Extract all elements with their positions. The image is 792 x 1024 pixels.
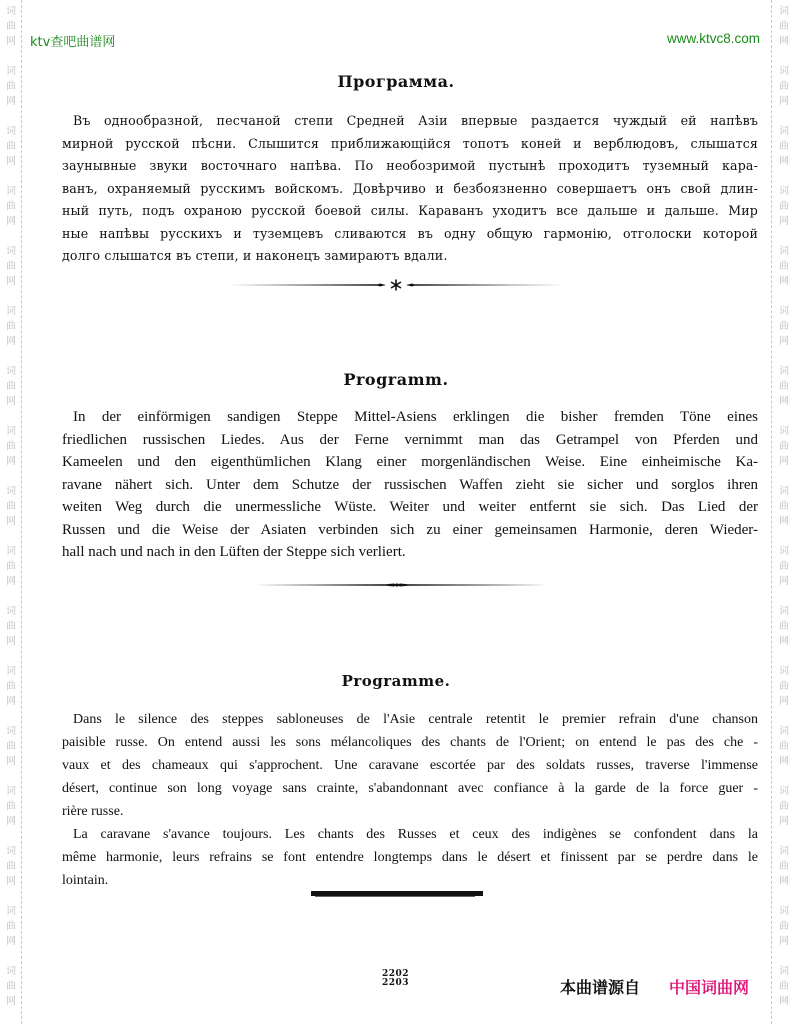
watermark-block bbox=[2, 900, 20, 960]
watermark-char: 网 bbox=[6, 996, 16, 1007]
russian-title: Программа. bbox=[337, 72, 455, 91]
ornamental-divider-star bbox=[228, 278, 564, 292]
watermark-block bbox=[2, 600, 20, 660]
text-line: vaux et des chameaux qui s'approchent. Une caravane escortée par des soldats russes, traverse l'immense bbox=[62, 758, 758, 773]
watermark-char: 词 bbox=[779, 726, 789, 737]
watermark-char: 网 bbox=[6, 636, 16, 647]
german-title: Programm. bbox=[343, 370, 449, 389]
watermark-char: 词 bbox=[6, 846, 16, 857]
watermark-char: 曲 bbox=[779, 321, 789, 332]
watermark-block bbox=[775, 0, 792, 60]
watermark-char: 网 bbox=[779, 756, 789, 767]
watermark-char: 曲 bbox=[779, 21, 789, 32]
watermark-char: 网 bbox=[779, 276, 789, 287]
watermark-block bbox=[2, 180, 20, 240]
watermark-char: 网 bbox=[779, 636, 789, 647]
watermark-char: 曲 bbox=[779, 441, 789, 452]
watermark-char: 网 bbox=[6, 156, 16, 167]
watermark-char: 网 bbox=[6, 696, 16, 707]
watermark-char: 曲 bbox=[779, 81, 789, 92]
german-paragraph bbox=[62, 406, 758, 564]
watermark-block bbox=[775, 540, 792, 600]
watermark-char: 曲 bbox=[6, 561, 16, 572]
watermark-block bbox=[2, 420, 20, 480]
watermark-char: 网 bbox=[6, 396, 16, 407]
watermark-char: 词 bbox=[6, 366, 16, 377]
watermark-char: 网 bbox=[6, 96, 16, 107]
watermark-char: 曲 bbox=[6, 21, 16, 32]
right-watermark-column bbox=[775, 0, 792, 1020]
watermark-char: 网 bbox=[779, 396, 789, 407]
watermark-char: 曲 bbox=[6, 621, 16, 632]
watermark-block bbox=[2, 300, 20, 360]
watermark-block bbox=[2, 360, 20, 420]
watermark-char: 词 bbox=[779, 666, 789, 677]
watermark-char: 词 bbox=[6, 726, 16, 737]
watermark-char: 网 bbox=[779, 456, 789, 467]
watermark-char: 曲 bbox=[6, 321, 16, 332]
watermark-char: 曲 bbox=[779, 801, 789, 812]
source-site-link[interactable]: 中国词曲网 bbox=[669, 978, 750, 997]
watermark-block bbox=[775, 720, 792, 780]
text-line: lointain. bbox=[62, 873, 109, 888]
watermark-char: 词 bbox=[779, 606, 789, 617]
watermark-block bbox=[2, 0, 20, 60]
watermark-block bbox=[775, 240, 792, 300]
watermark-char: 词 bbox=[6, 486, 16, 497]
watermark-char: 网 bbox=[779, 336, 789, 347]
watermark-block bbox=[775, 420, 792, 480]
watermark-block bbox=[2, 480, 20, 540]
watermark-char: 曲 bbox=[779, 381, 789, 392]
watermark-block bbox=[775, 780, 792, 840]
watermark-char: 词 bbox=[6, 606, 16, 617]
watermark-char: 网 bbox=[779, 36, 789, 47]
watermark-char: 曲 bbox=[6, 201, 16, 212]
watermark-block bbox=[2, 960, 20, 1020]
watermark-char: 词 bbox=[779, 426, 789, 437]
watermark-char: 网 bbox=[6, 216, 16, 227]
text-line: Въ однообразной, песчаной степи Средней Азіи впервые раздается чуждый ей напѣвъ bbox=[73, 113, 758, 128]
watermark-char: 曲 bbox=[779, 681, 789, 692]
watermark-char: 词 bbox=[779, 486, 789, 497]
watermark-char: 网 bbox=[779, 516, 789, 527]
ornamental-divider-line bbox=[246, 580, 548, 590]
text-line: paisible russe. On entend aussi les sons mélancoliques des chants de l'Orient; on entend le pas des che - bbox=[62, 735, 758, 750]
text-line: Kameelen und den eigenthümlichen Klang einer morgenländischen Weise. Eine einheimische Ka- bbox=[62, 454, 758, 470]
text-line: ный путь, подъ охраною русской боевой силы. Караванъ уходитъ все дальше и дальше. Мир bbox=[62, 203, 758, 218]
watermark-char: 词 bbox=[6, 66, 16, 77]
watermark-block bbox=[2, 120, 20, 180]
watermark-char: 曲 bbox=[779, 141, 789, 152]
watermark-char: 词 bbox=[779, 546, 789, 557]
watermark-char: 网 bbox=[6, 576, 16, 587]
watermark-char: 曲 bbox=[6, 381, 16, 392]
watermark-char: 网 bbox=[779, 96, 789, 107]
watermark-char: 网 bbox=[6, 36, 16, 47]
text-line: In der einförmigen sandigen Steppe Mittel-Asiens erklingen die bisher fremden Töne eines bbox=[73, 409, 758, 425]
watermark-char: 词 bbox=[6, 786, 16, 797]
text-line: désert, continue son long voyage sans crainte, s'abandonnant avec confiance à la garde de la force guer - bbox=[62, 781, 758, 796]
watermark-char: 曲 bbox=[779, 741, 789, 752]
left-margin-line bbox=[21, 0, 22, 1024]
watermark-char: 网 bbox=[779, 996, 789, 1007]
watermark-block bbox=[775, 480, 792, 540]
watermark-char: 网 bbox=[6, 276, 16, 287]
watermark-block bbox=[2, 240, 20, 300]
text-line: weiten Weg durch die unermessliche Wüste. Weiter und weiter entfernt sie sich. Das Lied der bbox=[62, 499, 758, 515]
watermark-char: 词 bbox=[6, 306, 16, 317]
watermark-char: 曲 bbox=[779, 501, 789, 512]
watermark-char: 词 bbox=[6, 426, 16, 437]
page-number: 2202 bbox=[382, 969, 410, 979]
watermark-block bbox=[775, 360, 792, 420]
watermark-char: 词 bbox=[779, 366, 789, 377]
watermark-block bbox=[2, 540, 20, 600]
right-margin-line bbox=[771, 0, 772, 1024]
text-line: заунывные звуки восточнаго напѣва. По необозримой пустынѣ проходитъ туземный кара- bbox=[62, 158, 758, 173]
watermark-char: 词 bbox=[779, 186, 789, 197]
watermark-char: 网 bbox=[6, 456, 16, 467]
watermark-char: 词 bbox=[6, 126, 16, 137]
watermark-char: 曲 bbox=[779, 981, 789, 992]
watermark-char: 曲 bbox=[779, 621, 789, 632]
text-line: hall nach und nach in den Lüften der Steppe sich verliert. bbox=[62, 544, 406, 560]
watermark-char: 词 bbox=[6, 906, 16, 917]
watermark-char: 曲 bbox=[6, 261, 16, 272]
watermark-char: 词 bbox=[6, 186, 16, 197]
text-line: friedlichen russischen Liedes. Aus der Ferne vernimmt man das Getrampel von Pferden und bbox=[62, 431, 758, 448]
french-paragraph-1 bbox=[62, 708, 758, 823]
watermark-char: 网 bbox=[779, 576, 789, 587]
watermark-char: 曲 bbox=[779, 261, 789, 272]
watermark-char: 词 bbox=[779, 6, 789, 17]
watermark-char: 词 bbox=[779, 246, 789, 257]
watermark-char: 网 bbox=[779, 816, 789, 827]
watermark-char: 曲 bbox=[6, 801, 16, 812]
header-site-url[interactable]: www.ktvc8.com bbox=[666, 31, 760, 46]
watermark-char: 曲 bbox=[6, 681, 16, 692]
watermark-char: 曲 bbox=[6, 81, 16, 92]
watermark-char: 曲 bbox=[6, 441, 16, 452]
text-line: rière russe. bbox=[62, 804, 124, 819]
watermark-block bbox=[775, 600, 792, 660]
watermark-char: 曲 bbox=[6, 981, 16, 992]
watermark-char: 网 bbox=[6, 516, 16, 527]
watermark-char: 词 bbox=[6, 6, 16, 17]
asterisk-ornament-icon bbox=[391, 280, 401, 291]
text-line: Dans le silence des steppes sabloneuses de l'Asie centrale retentit le premier refrain d'une chanson bbox=[73, 712, 758, 727]
french-title: Programme. bbox=[341, 672, 451, 690]
text-line: ные напѣвы русскихъ и туземцевъ сливаются въ одну общую гармонію, отголоски которой bbox=[62, 225, 758, 241]
left-watermark-column bbox=[2, 0, 20, 1020]
text-line: La caravane s'avance toujours. Les chants des Russes et ceux des indigènes se confondent dans la bbox=[73, 827, 758, 842]
watermark-char: 网 bbox=[6, 816, 16, 827]
watermark-char: 词 bbox=[779, 906, 789, 917]
watermark-char: 词 bbox=[779, 966, 789, 977]
watermark-char: 网 bbox=[6, 936, 16, 947]
watermark-char: 词 bbox=[779, 846, 789, 857]
watermark-char: 词 bbox=[779, 126, 789, 137]
watermark-char: 词 bbox=[6, 246, 16, 257]
page-numbers bbox=[382, 970, 409, 988]
watermark-char: 曲 bbox=[779, 861, 789, 872]
french-paragraph-2 bbox=[62, 823, 758, 892]
watermark-block bbox=[2, 720, 20, 780]
watermark-block bbox=[2, 660, 20, 720]
watermark-char: 曲 bbox=[6, 861, 16, 872]
watermark-block bbox=[775, 120, 792, 180]
watermark-char: 网 bbox=[779, 216, 789, 227]
watermark-char: 网 bbox=[779, 936, 789, 947]
text-line: ванъ, охраняемый русскимъ войскомъ. Довѣрчиво и безбоязненно совершаетъ онъ свой длин- bbox=[62, 180, 758, 196]
source-label: 本曲谱源自 bbox=[560, 978, 641, 997]
watermark-char: 曲 bbox=[6, 741, 16, 752]
watermark-char: 词 bbox=[779, 786, 789, 797]
russian-paragraph bbox=[62, 110, 758, 268]
text-line: Russen und die Weise der Asiaten verbinden sich zu einer gemeinsamen Harmonie, deren Wieder- bbox=[62, 521, 758, 538]
watermark-char: 词 bbox=[6, 546, 16, 557]
text-line: ravane nähert sich. Unter dem Schutze der russischen Waffen zieht sie sicher und sorglos ihren bbox=[62, 476, 758, 493]
watermark-block bbox=[775, 300, 792, 360]
watermark-char: 曲 bbox=[6, 501, 16, 512]
watermark-char: 曲 bbox=[779, 561, 789, 572]
watermark-char: 网 bbox=[6, 336, 16, 347]
watermark-block bbox=[775, 960, 792, 1020]
watermark-block bbox=[775, 180, 792, 240]
watermark-char: 词 bbox=[6, 966, 16, 977]
watermark-block bbox=[775, 840, 792, 900]
thick-rule-divider bbox=[311, 890, 483, 898]
watermark-char: 曲 bbox=[779, 201, 789, 212]
watermark-block bbox=[775, 900, 792, 960]
text-line: мирной русской пѣсни. Слышится приближающійся топотъ коней и верблюдовъ, слышатся bbox=[62, 135, 758, 151]
watermark-char: 曲 bbox=[779, 921, 789, 932]
text-line: долго слышатся въ степи, и наконецъ замираютъ вдали. bbox=[62, 248, 448, 263]
watermark-char: 词 bbox=[6, 666, 16, 677]
watermark-block bbox=[775, 660, 792, 720]
watermark-char: 网 bbox=[6, 756, 16, 767]
page-number: 2203 bbox=[382, 978, 410, 988]
watermark-char: 词 bbox=[779, 66, 789, 77]
watermark-char: 曲 bbox=[6, 921, 16, 932]
watermark-block bbox=[2, 780, 20, 840]
watermark-char: 网 bbox=[779, 156, 789, 167]
header-site-name[interactable]: ktv查吧曲谱网 bbox=[30, 35, 116, 50]
watermark-char: 网 bbox=[779, 876, 789, 887]
watermark-char: 网 bbox=[779, 696, 789, 707]
watermark-char: 网 bbox=[6, 876, 16, 887]
watermark-block bbox=[2, 840, 20, 900]
watermark-char: 词 bbox=[779, 306, 789, 317]
text-line: même harmonie, leurs refrains se font entendre longtemps dans le désert et finissent par se perdre dans le bbox=[62, 850, 758, 865]
watermark-char: 曲 bbox=[6, 141, 16, 152]
